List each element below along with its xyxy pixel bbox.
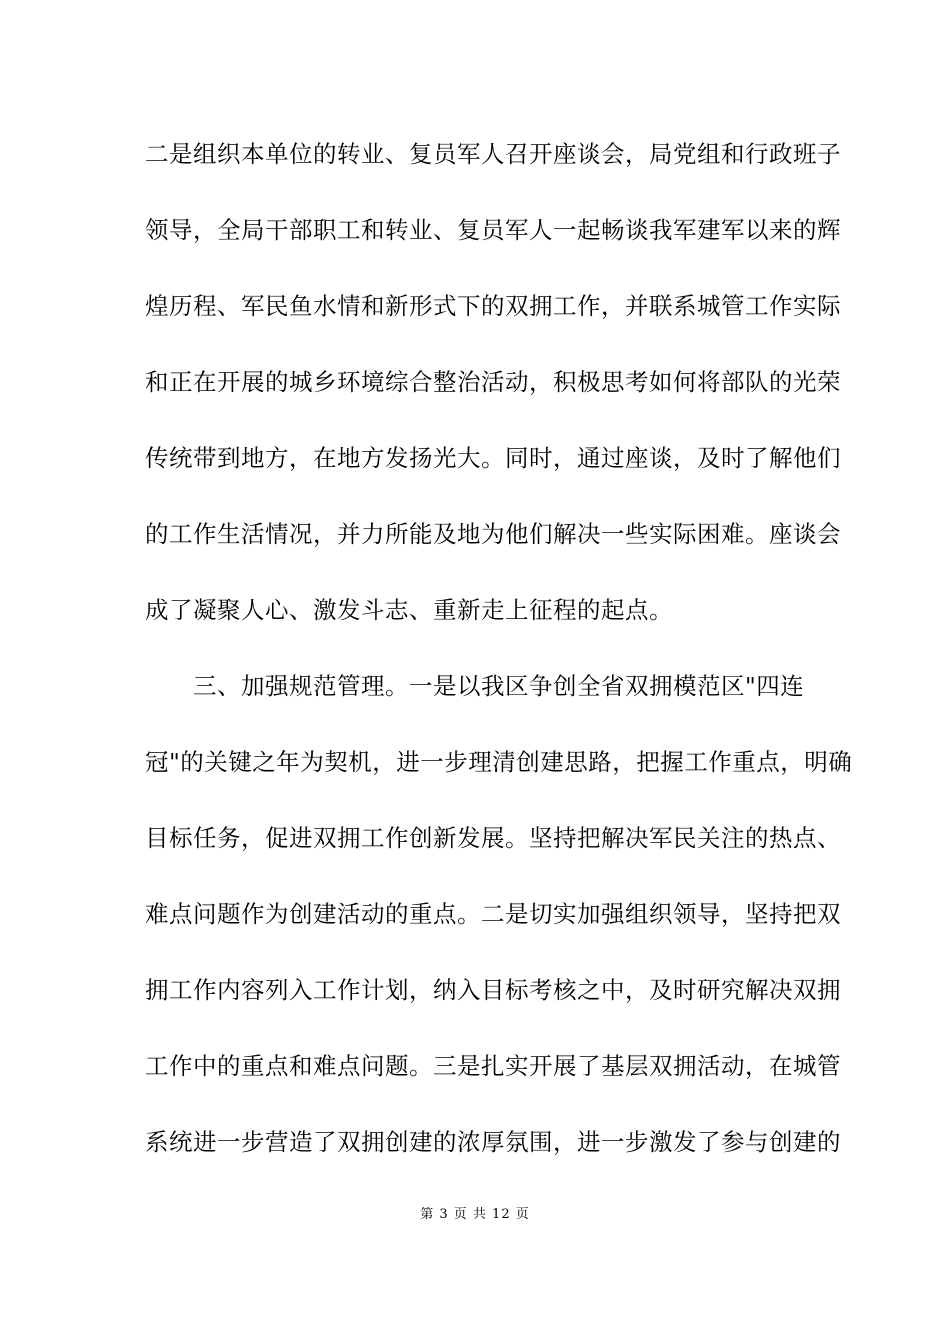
text-line: 目标任务，促进双拥工作创新发展。坚持把解决军民关注的热点、 (145, 824, 841, 852)
page-number-footer: 第 3 页 共 12 页 (420, 1207, 530, 1222)
text-line: 三、加强规范管理。一是以我区争创全省双拥模范区"四连 (145, 672, 805, 700)
text-line: 二是组织本单位的转业、复员军人召开座谈会，局党组和行政班子 (145, 140, 841, 168)
text-line: 领导，全局干部职工和转业、复员军人一起畅谈我军建军以来的辉 (145, 216, 841, 244)
text-line: 工作中的重点和难点问题。三是扎实开展了基层双拥活动，在城管 (145, 1052, 841, 1080)
text-line: 传统带到地方，在地方发扬光大。同时，通过座谈，及时了解他们 (145, 444, 841, 472)
text-line: 系统进一步营造了双拥创建的浓厚氛围，进一步激发了参与创建的 (145, 1128, 841, 1156)
text-line: 难点问题作为创建活动的重点。二是切实加强组织领导，坚持把双 (145, 900, 841, 928)
text-line: 煌历程、军民鱼水情和新形式下的双拥工作，并联系城管工作实际 (145, 292, 841, 320)
text-line: 冠"的关键之年为契机，进一步理清创建思路，把握工作重点，明确 (145, 748, 853, 776)
text-line: 和正在开展的城乡环境综合整治活动，积极思考如何将部队的光荣 (145, 368, 841, 396)
text-line: 拥工作内容列入工作计划，纳入目标考核之中，及时研究解决双拥 (145, 976, 841, 1004)
text-line: 成了凝聚人心、激发斗志、重新走上征程的起点。 (145, 596, 673, 624)
text-line: 的工作生活情况，并力所能及地为他们解决一些实际困难。座谈会 (145, 520, 841, 548)
